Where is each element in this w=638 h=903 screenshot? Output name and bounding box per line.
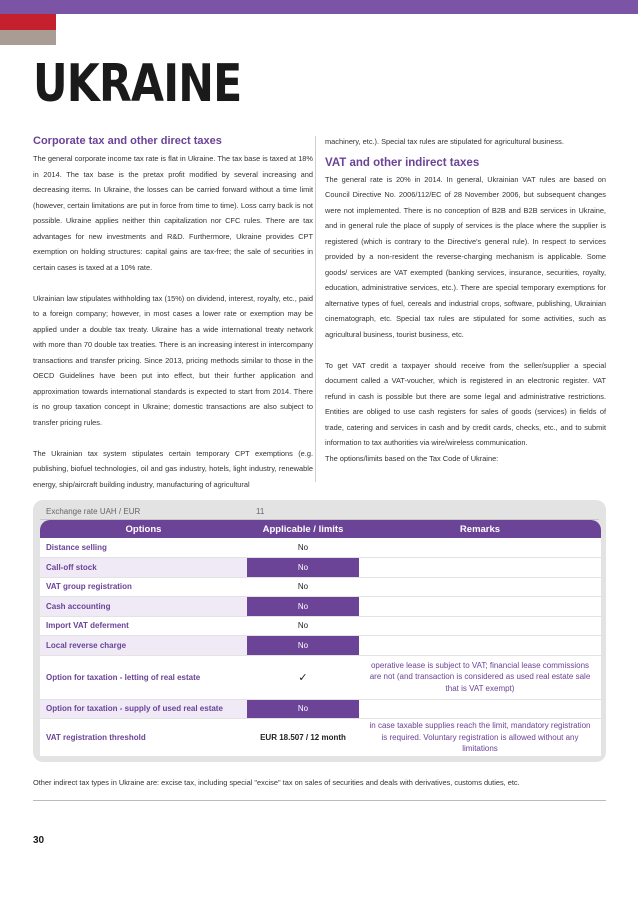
header-applicable: Applicable / limits xyxy=(247,520,359,538)
remarks-cell xyxy=(359,699,601,719)
applicable-cell: No xyxy=(247,699,359,719)
option-cell: Import VAT deferment xyxy=(40,616,247,636)
applicable-cell: No xyxy=(247,616,359,636)
left-column xyxy=(33,134,313,492)
corporate-tax-heading: Corporate tax and other direct taxes xyxy=(33,135,222,147)
remarks-cell xyxy=(359,597,601,617)
vat-heading: VAT and other indirect taxes xyxy=(325,156,480,169)
applicable-cell: No xyxy=(247,558,359,578)
applicable-cell: No xyxy=(247,597,359,617)
table-row xyxy=(40,616,601,636)
remarks-cell xyxy=(359,636,601,656)
option-cell: VAT group registration xyxy=(40,577,247,597)
paragraph: The Ukrainian tax system stipulates certain temporary CPT exemptions (e.g. publishing, biofuel technologies, oil and gas industry, hotels, light industry, renewable energy, ship/aircraft building industry, manufacturing of agricultural xyxy=(33,448,313,489)
table-row xyxy=(40,558,601,578)
remarks-cell xyxy=(359,558,601,578)
option-cell: Call-off stock xyxy=(40,558,247,578)
table-header-row xyxy=(40,520,601,538)
remarks-cell xyxy=(359,616,601,636)
header-options: Options xyxy=(40,520,247,538)
table-row xyxy=(40,597,601,617)
paragraph: The general corporate income tax rate is flat in Ukraine. The tax base is taxed at 18% in 2014. The tax base is the pretax profit modified by several increasing and decreasing items. In Ukraine, the losses can be carried forward without a time limit (however, certain limitations are put in force from time to time). Loss carry back is not possible. Ukraine applies neither thin capitalization nor CFC rules. There are tax advantages for new investments and R&D. Furthermore, Ukraine provides CPT exemption on holding structures: capital gains are tax-free; the sale of securities in certain cases is taxed at a 10% rate. xyxy=(33,154,313,272)
table-row xyxy=(40,538,601,558)
header-tab-red xyxy=(0,14,56,30)
applicable-cell: EUR 18.507 / 12 month xyxy=(247,719,359,757)
table-row xyxy=(40,636,601,656)
exchange-rate-value: 11 xyxy=(256,507,265,516)
option-cell: Option for taxation - supply of used real estate xyxy=(40,699,247,719)
page-number: 30 xyxy=(33,835,45,846)
paragraph: To get VAT credit a taxpayer should receive from the seller/supplier a special document called a VAT-voucher, which is registered in an electronic register. VAT refund in cash is possible but there are some legal and administrative restrictions. Entities are obliged to use cash registers for sales of goods (services) in fields of trade, catering and services in cash and by credit cards, checks, etc., and to submit information to tax authorities via wire/wireless communication. xyxy=(325,360,606,447)
remarks-cell: in case taxable supplies reach the limit, mandatory registration is required. Voluntary registration is allowed without any limitations xyxy=(359,719,601,757)
table-row xyxy=(40,699,601,719)
footer-divider xyxy=(33,800,606,801)
paragraph: The general rate is 20% in 2014. In general, Ukrainian VAT rules are based on Council Directive No. 2006/112/EC of 28 November 2006, but subsequent changes were not implemented. There is no conception of B2B and B2B services in Ukraine, and in general rule the place of supply of services is the place where the supplier is registered (which is contrary to the Directive's general rule). In respect to services provided by a non-resident the reverse-charging mechanism is applicable. Some goods/ services are VAT exempted (banking services, insurance, securities, royalty, education, administrative services, etc.). There are special temporary exemptions for alternative types of fuel, cereals and industrial crops, software, publishing, Ukrainian cinematograph, etc. Special tax rules are stipulated for some activities, such as agricultural business, tourist business, etc. xyxy=(325,174,606,339)
option-cell: VAT registration threshold xyxy=(40,719,247,757)
exchange-rate-label: Exchange rate UAH / EUR xyxy=(46,507,141,516)
option-cell: Distance selling xyxy=(40,538,247,558)
applicable-cell: No xyxy=(247,538,359,558)
option-cell: Local reverse charge xyxy=(40,636,247,656)
header-tab-purple xyxy=(0,0,56,14)
header-remarks: Remarks xyxy=(359,520,601,538)
option-cell: Cash accounting xyxy=(40,597,247,617)
vat-options-table xyxy=(40,520,601,757)
header-tab-grey xyxy=(0,30,56,45)
remarks-cell: operative lease is subject to VAT; financial lease commissions are not (and transaction is considered as used real estate sale that is VAT exempt) xyxy=(359,655,601,699)
column-divider xyxy=(315,136,316,482)
table-row xyxy=(40,655,601,699)
applicable-cell: No xyxy=(247,636,359,656)
remarks-cell xyxy=(359,577,601,597)
paragraph: Ukrainian law stipulates withholding tax (15%) on dividend, interest, royalty, etc., paid to a foreign company; however, in most cases a lower rate or exemption may be applied under a double tax treaty. Ukraine has a wide international treaty network with more than 70 double tax treaties. There is an increasing interest in intercompany transactions and transfer pricing. Since 2013, pricing methods similar to those in the OECD Guidelines have been put into effect, but their further application and approximation towards international standards is expected to start from 2014. There is no group taxation concept in Ukraine; domestic transactions are also subject to transfer pricing rules. xyxy=(33,293,313,427)
right-column xyxy=(325,134,606,466)
paragraph: machinery, etc.). Special tax rules are stipulated for agricultural business. xyxy=(325,137,564,146)
table-row xyxy=(40,577,601,597)
header-band xyxy=(56,0,638,14)
table-row xyxy=(40,719,601,757)
page-title: UKRAINE xyxy=(33,54,242,114)
option-cell: Option for taxation - letting of real estate xyxy=(40,655,247,699)
check-icon: ✓ xyxy=(247,655,359,699)
paragraph: The options/limits based on the Tax Code of Ukraine: xyxy=(325,453,499,463)
footnote: Other indirect tax types in Ukraine are: excise tax, including special "excise" tax on sales of securities and deals with derivatives, customs duties, etc. xyxy=(33,778,520,787)
applicable-cell: No xyxy=(247,577,359,597)
remarks-cell xyxy=(359,538,601,558)
